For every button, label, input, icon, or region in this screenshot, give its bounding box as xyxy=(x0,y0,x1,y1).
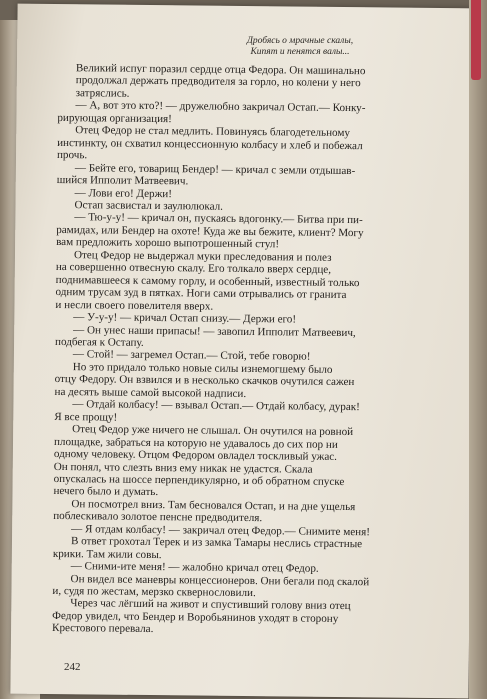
text-line: Федор увидел, что Бендер и Воробьянинов уходят в сторону xyxy=(52,609,339,625)
text-line: В ответ грохотал Терек и из замка Тамары неслись страстные xyxy=(70,535,363,551)
text-line: Я все прощу! xyxy=(54,410,118,424)
running-head-line-1: Дробясь о мрачные скалы, xyxy=(246,36,354,46)
text-line: прочь. xyxy=(56,149,88,162)
text-line: Отец Федор не выдержал муки преследования и полез xyxy=(73,248,332,264)
text-line: поднимавшееся к самому горлу, и особенный, известный только xyxy=(55,273,360,289)
text-line: крики. Там жили совы. xyxy=(52,547,162,561)
text-line: — Отдай колбасу! — взывал Остап.— Отдай колбасу, дурак! xyxy=(72,398,360,414)
text-line: Через час лёгший на живот и спустивший голову вниз отец xyxy=(70,597,351,613)
page-number: 242 xyxy=(64,661,81,673)
text-line: отцу Федору. Он взвился и в несколько скачков очутился сажен xyxy=(54,373,355,389)
text-line: продолжал держать предводителя за горло, но колени у него xyxy=(75,74,361,90)
text-line: Остап засвистал и заулюлюкал. xyxy=(74,199,224,213)
text-line: — Сними-ите меня! — жалобно кричал отец Федор. xyxy=(70,560,319,575)
text-line: — У-у-у! — кричал Остап снизу.— Держи его! xyxy=(73,311,297,326)
text-line: рирующая организация! xyxy=(57,111,172,126)
bookmark-ribbon xyxy=(471,0,481,80)
text-line: — Тю-у-у! — кричал он, пускаясь вдогонку.— Битва при пи- xyxy=(74,211,363,227)
text-line: площадке, забраться на которую не удавалось до сих пор ни xyxy=(53,435,338,451)
text-line: Но это придало только новые силы изнемогшему было xyxy=(72,361,333,376)
text-line: одному человеку. Отцом Федором овладел тоскливый ужас. xyxy=(53,448,338,463)
text-line: — Он унес наши припасы! — завопил Ипполит Матвеевич, xyxy=(73,323,356,339)
text-line: Отец Федор уже ничего не слышал. Он очутился на ровной xyxy=(72,423,354,439)
text-line: и несли своего повелителя вверх. xyxy=(55,298,214,313)
text-line: затряслись. xyxy=(75,87,130,100)
text-line: Он посмотрел вниз. Там бесновался Остап, и на дне ущелья xyxy=(71,498,356,513)
text-line: шийся Ипполит Матвеевич. xyxy=(56,174,189,188)
text-line: Крестового перевала. xyxy=(52,622,154,636)
text-line: подбегая к Остапу. xyxy=(55,335,144,349)
text-line: Великий испуг поразил сердце отца Федора. Он машинально xyxy=(75,62,366,78)
book-cover-edge xyxy=(469,0,487,699)
text-line: нечего было и думать. xyxy=(53,485,159,499)
text-line: — Стой! — загремел Остап.— Стой, тебе говорю! xyxy=(72,348,311,364)
text-line: — Я отдам колбасу! — закричал отец Федор.— Снимите меня! xyxy=(71,522,371,539)
body-text xyxy=(52,62,460,639)
running-head-line-2: Кипят и пенятся валы... xyxy=(250,47,350,57)
text-line: — А, вот это кто?! — дружелюбно закричал Остап.— Конку- xyxy=(75,99,366,115)
text-line: Он видел все маневры концессионеров. Они бегали под скалой xyxy=(70,572,370,588)
text-line: поблескивало золотое пенсне предводителя. xyxy=(53,510,263,525)
text-line: — Бейте его, товарищ Бендер! — кричал с земли отдышав- xyxy=(74,161,356,177)
running-head xyxy=(200,36,400,58)
text-line: на совершенно отвесную скалу. Его толкало вверх сердце, xyxy=(55,261,332,277)
text-line: и, судя по жестам, мерзко сквернословили. xyxy=(52,585,256,600)
text-line: вам предложить хорошо выпотрошенный стул! xyxy=(56,236,280,251)
text-line: Отец Федор не стал медлить. Повинуясь благодетельному xyxy=(75,124,351,140)
text-line: рамидах, или Бендер на охоте! Куда же вы бежите, клиент? Могу xyxy=(56,223,364,240)
text-line: одним трусам зуд в пятках. Ноги сами отрывались от гранита xyxy=(55,286,347,302)
text-line: опускалась на шоссе перпендикулярно, и об обратном спуске xyxy=(53,472,345,488)
text-line: Он понял, что слезть вниз ему никак не удастся. Скала xyxy=(53,460,313,476)
text-line: инстинкту, он схватил концессионную колбасу и хлеб и побежал xyxy=(57,136,363,152)
text-line: — Лови его! Держи! xyxy=(74,186,172,200)
text-line: на десять выше самой высокой надписи. xyxy=(54,385,247,400)
